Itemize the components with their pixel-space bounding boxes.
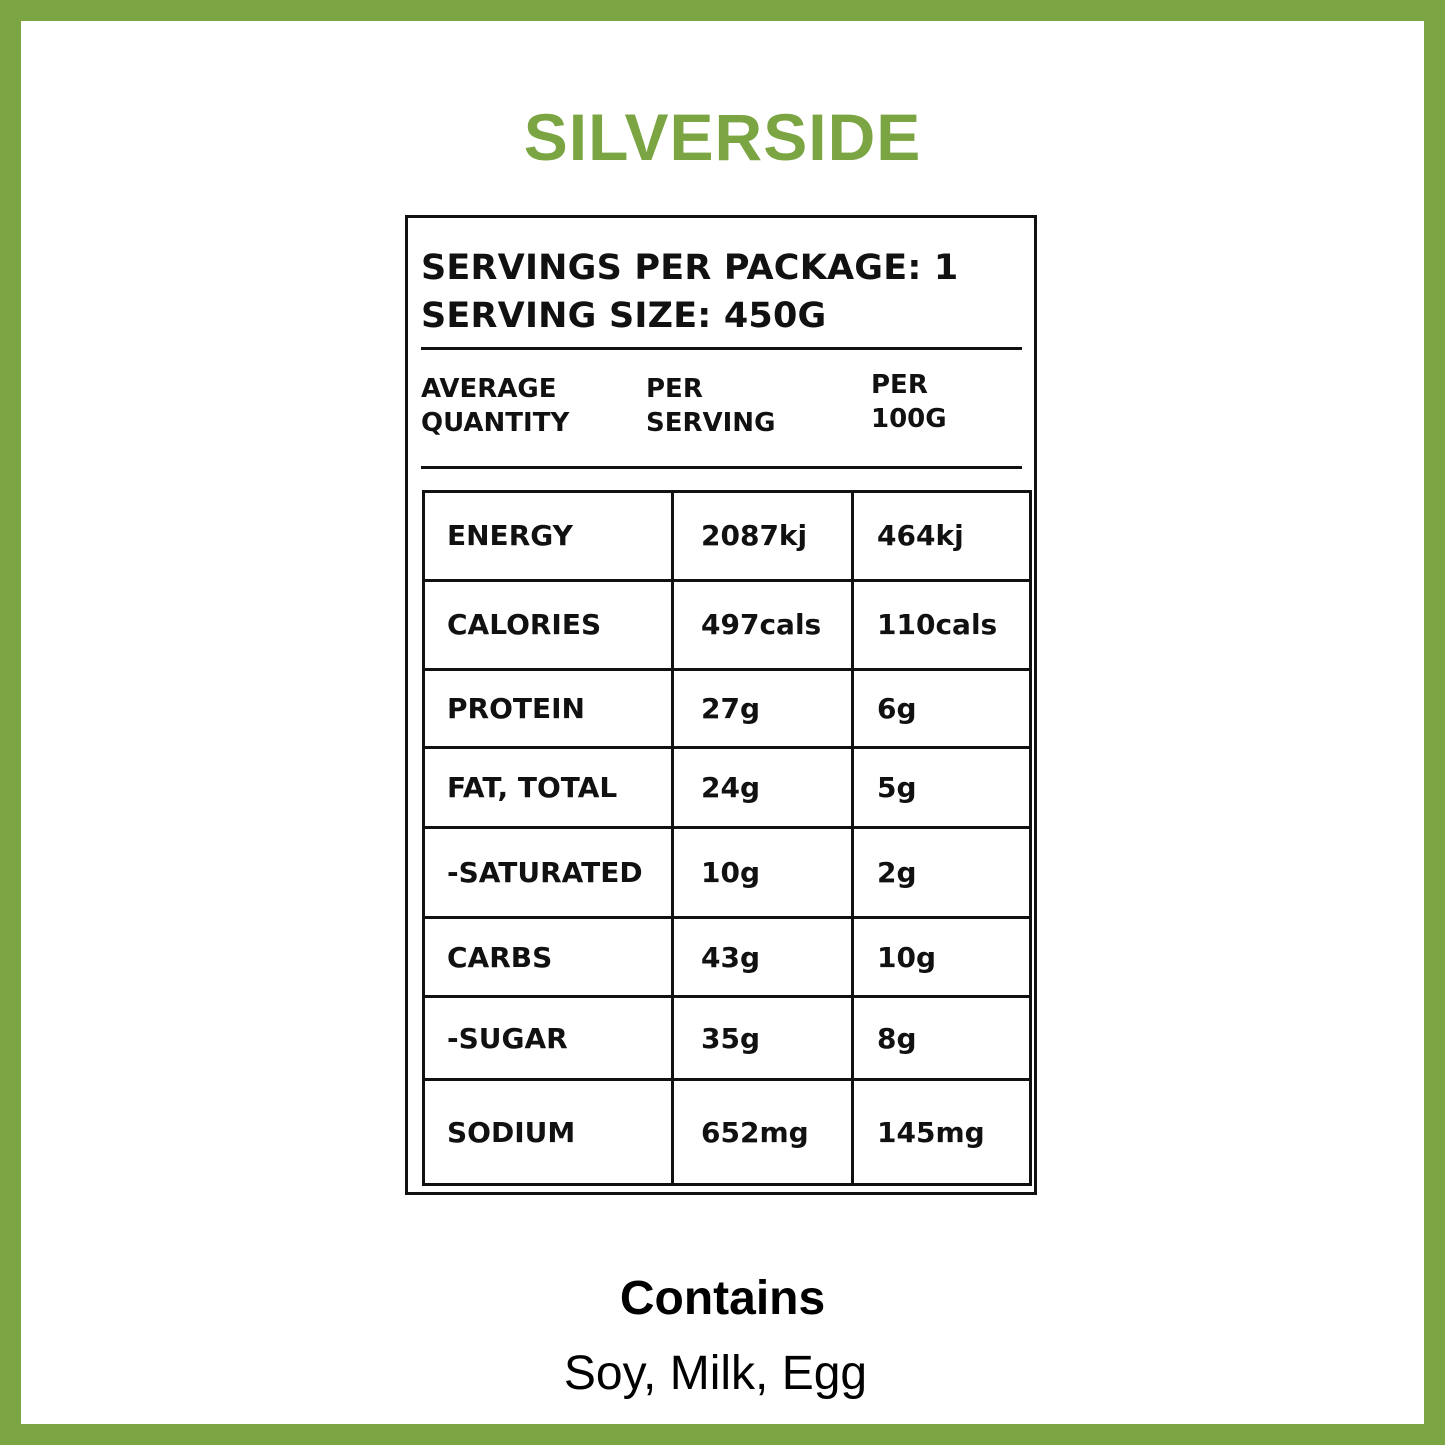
nutrient-name: -SUGAR (424, 997, 673, 1080)
per-serving-value: 35g (673, 997, 853, 1080)
column-header-per-serving (646, 372, 775, 440)
nutrient-name: CALORIES (424, 580, 673, 669)
per-100g-value: 10g (853, 917, 1031, 997)
per-100g-value: 110cals (853, 580, 1031, 669)
column-header-per-100g-line1: PER (871, 370, 928, 400)
table-row (424, 1080, 1031, 1185)
divider-top (421, 347, 1022, 350)
column-header-quantity (421, 372, 569, 440)
per-100g-value: 2g (853, 827, 1031, 917)
table-row (424, 997, 1031, 1080)
table-row (424, 748, 1031, 828)
column-header-per-100g-line2: 100G (871, 404, 947, 434)
nutrition-table-body (424, 492, 1031, 1185)
per-100g-value: 464kj (853, 492, 1031, 581)
per-100g-value: 6g (853, 669, 1031, 748)
allergens-heading: Contains (619, 1272, 826, 1325)
nutrient-name: -SATURATED (424, 827, 673, 917)
table-row (424, 917, 1031, 997)
nutrient-name: ENERGY (424, 492, 673, 581)
column-header-per-serving-line1: PER (646, 374, 703, 404)
table-row (424, 580, 1031, 669)
per-serving-value: 24g (673, 748, 853, 828)
column-header-per-serving-line2: SERVING (646, 408, 776, 438)
per-serving-value: 43g (673, 917, 853, 997)
column-header-quantity-line1: AVERAGE (421, 374, 557, 404)
table-row (424, 669, 1031, 748)
per-100g-value: 5g (853, 748, 1031, 828)
serving-info (421, 244, 958, 340)
table-row (424, 492, 1031, 581)
nutrient-name: FAT, TOTAL (424, 748, 673, 828)
per-serving-value: 652mg (673, 1080, 853, 1185)
per-serving-value: 497cals (673, 580, 853, 669)
per-serving-value: 10g (673, 827, 853, 917)
nutrient-name: SODIUM (424, 1080, 673, 1185)
per-100g-value: 145mg (853, 1080, 1031, 1185)
divider-bottom (421, 466, 1022, 469)
column-header-quantity-line2: QUANTITY (421, 408, 570, 438)
per-serving-value: 2087kj (673, 492, 853, 581)
table-row (424, 827, 1031, 917)
column-header-per-100g (871, 368, 947, 436)
allergens-list: Soy, Milk, Egg (563, 1347, 868, 1400)
nutrition-table (422, 490, 1032, 1186)
nutrient-name: PROTEIN (424, 669, 673, 748)
nutrition-label (405, 215, 1037, 1195)
product-title: SILVERSIDE (523, 100, 922, 174)
per-serving-value: 27g (673, 669, 853, 748)
per-100g-value: 8g (853, 997, 1031, 1080)
servings-per-package: SERVINGS PER PACKAGE: 1 (421, 248, 959, 288)
white-panel (21, 21, 1424, 1424)
nutrient-name: CARBS (424, 917, 673, 997)
serving-size: SERVING SIZE: 450G (421, 296, 827, 336)
